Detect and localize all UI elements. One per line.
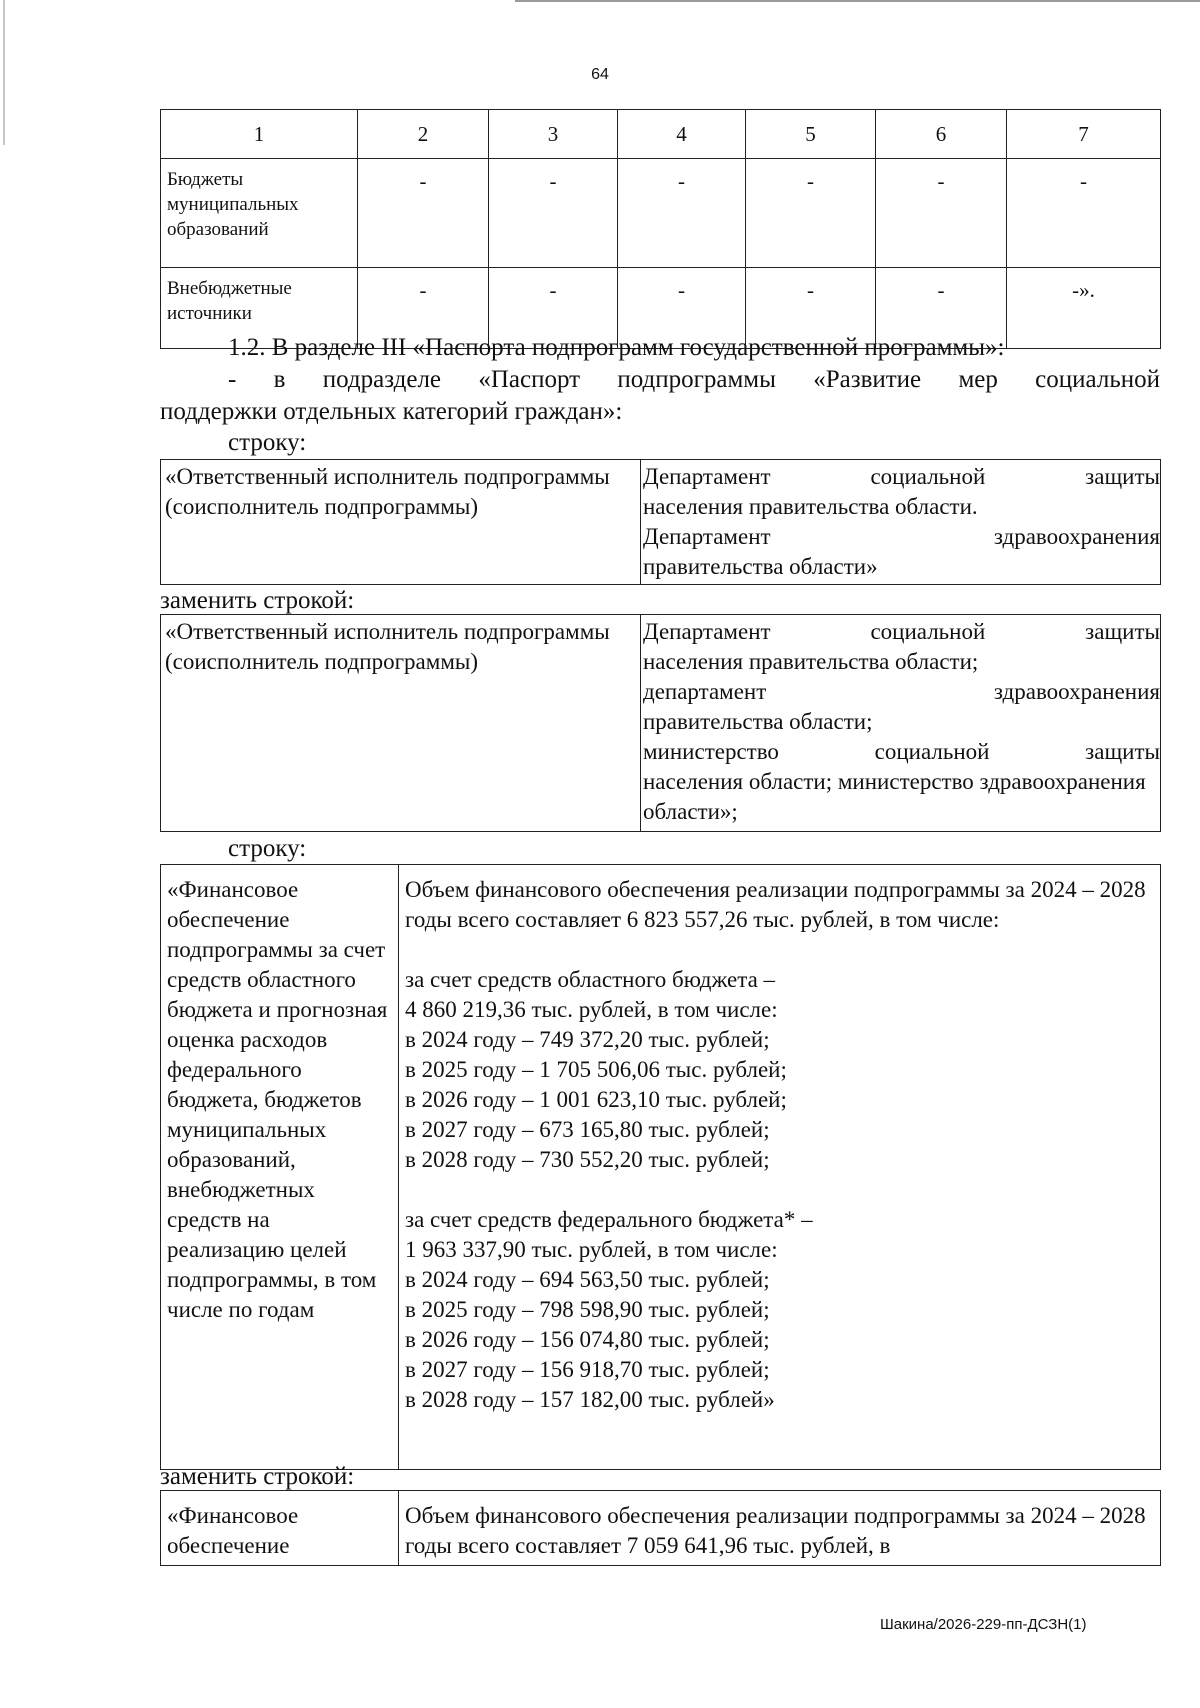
table-cell (641, 460, 1161, 585)
row-label: «Финансовое обеспечение (161, 1491, 399, 1566)
table-row (161, 159, 1161, 268)
table-cell: - (876, 268, 1007, 349)
table-cell: - (1007, 159, 1161, 268)
table-cell: - (618, 159, 746, 268)
subsection-paragraph-cont: поддержки отдельных категорий граждан»: (160, 398, 623, 425)
label-row-to-replace: строку: (228, 429, 307, 456)
row-label: «Ответственный исполнитель подпрограммы (соисполнитель подпрограммы) (161, 460, 641, 585)
column-header: 4 (618, 110, 746, 159)
regional-year-line: в 2025 году – 1 705 506,06 тыс. рублей; (405, 1057, 787, 1082)
regional-year-line: в 2027 году – 673 165,80 тыс. рублей; (405, 1117, 770, 1142)
label-replace-with: заменить строкой: (160, 587, 355, 614)
table-cell (399, 865, 1161, 1470)
federal-year-line: в 2024 году – 694 563,50 тыс. рублей; (405, 1267, 770, 1292)
table-row (161, 865, 1161, 1470)
cell-line: министерство здравоохранения области»; (643, 769, 1146, 824)
cell-line: Департамент социальной защиты (643, 619, 1160, 644)
new-financing-table (160, 1490, 1161, 1566)
table-cell: -». (1007, 268, 1161, 349)
table-cell: - (489, 159, 618, 268)
row-label: Бюджеты муниципальных образований (161, 159, 358, 268)
table-cell: - (358, 268, 489, 349)
subsection-paragraph: - в подразделе «Паспорт подпрограммы «Развитие мер социальной (228, 366, 1160, 393)
financing-intro: Объем финансового обеспечения реализации подпрограммы за 2024 – 2028 годы всего составляет 6 823 557,26 тыс. рублей, в том числе: (405, 877, 1146, 932)
row-label: Внебюджетные источники (161, 268, 358, 349)
cell-line: населения правительства области. (643, 494, 978, 519)
document-footer-id: Шакина/2026-229-пп-ДСЗН(1) (880, 1616, 1087, 1633)
cell-line: правительства области; (643, 709, 873, 734)
table-row (161, 615, 1161, 832)
federal-year-line: в 2025 году – 798 598,90 тыс. рублей; (405, 1297, 770, 1322)
federal-year-line: в 2027 году – 156 918,70 тыс. рублей; (405, 1357, 770, 1382)
table-cell (641, 615, 1161, 832)
cell-line: населения правительства области; (643, 649, 979, 674)
table-cell: - (489, 268, 618, 349)
cell-line: Департамент здравоохранения (643, 524, 1160, 549)
label-replace-with: заменить строкой: (160, 1463, 355, 1490)
old-executor-table (160, 459, 1161, 585)
regional-budget-heading: за счет средств областного бюджета – (405, 967, 776, 992)
column-header: 6 (876, 110, 1007, 159)
regional-year-line: в 2028 году – 730 552,20 тыс. рублей; (405, 1147, 770, 1172)
old-financing-table (160, 864, 1161, 1470)
regional-year-line: в 2024 году – 749 372,20 тыс. рублей; (405, 1027, 770, 1052)
column-header: 2 (358, 110, 489, 159)
federal-year-line: в 2026 году – 156 074,80 тыс. рублей; (405, 1327, 770, 1352)
table-cell: - (618, 268, 746, 349)
funding-sources-table (160, 109, 1161, 349)
table-row (161, 1491, 1161, 1566)
federal-budget-total: 1 963 337,90 тыс. рублей, в том числе: (405, 1237, 778, 1262)
row-label: «Ответственный исполнитель подпрограммы (соисполнитель подпрограммы) (161, 615, 641, 832)
federal-year-line: в 2028 году – 157 182,00 тыс. рублей» (405, 1387, 775, 1412)
column-header: 7 (1007, 110, 1161, 159)
cell-line: департамент здравоохранения (643, 679, 1160, 704)
column-header: 1 (161, 110, 358, 159)
table-cell: Объем финансового обеспечения реализации подпрограммы за 2024 – 2028 годы всего составляет 7 059 641,96 тыс. рублей, в (399, 1491, 1161, 1566)
page-number: 64 (591, 66, 609, 83)
column-header: 3 (489, 110, 618, 159)
table-row (161, 460, 1161, 585)
row-label: «Финансовое обеспечение подпрограммы за счет средств областного бюджета и прогнозная оценка расходов федерального бюджета, бюджетов муниципальных образований, внебюджетных средств на реализацию целей подпрограммы, в том числе по годам (161, 865, 399, 1470)
cell-line: Департамент социальной защиты (643, 464, 1160, 489)
cell-line: министерство социальной защиты (643, 739, 1160, 764)
table-cell: - (746, 268, 876, 349)
table-cell: - (746, 159, 876, 268)
regional-year-line: в 2026 году – 1 001 623,10 тыс. рублей; (405, 1087, 787, 1112)
cell-line: населения области; (643, 769, 833, 794)
table-cell: - (358, 159, 489, 268)
cell-line: правительства области» (643, 554, 878, 579)
table-cell: - (876, 159, 1007, 268)
column-header: 5 (746, 110, 876, 159)
federal-budget-heading: за счет средств федерального бюджета* – (405, 1207, 813, 1232)
table-header-row (161, 110, 1161, 159)
label-row-to-replace: строку: (228, 835, 307, 862)
regional-budget-total: 4 860 219,36 тыс. рублей, в том числе: (405, 997, 778, 1022)
section-paragraph: 1.2. В разделе III «Паспорта подпрограмм государственной программы»: (228, 334, 1005, 361)
scan-edge-line (515, 0, 1200, 2)
new-executor-table (160, 614, 1161, 832)
